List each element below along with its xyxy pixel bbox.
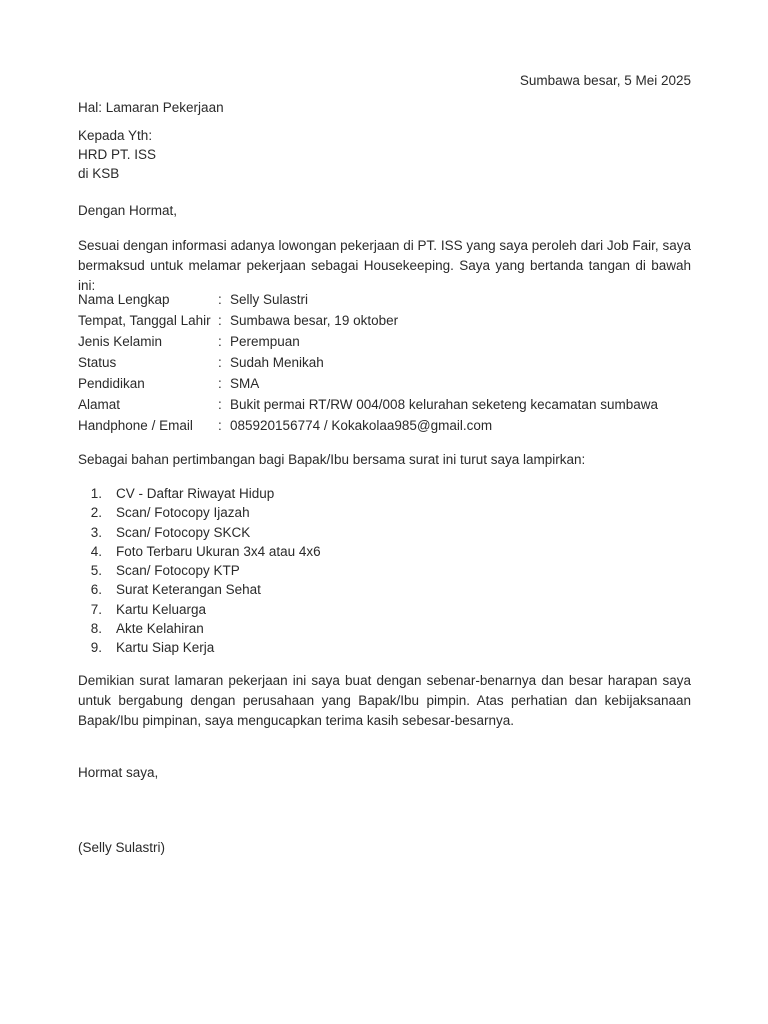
- detail-label: Handphone / Email: [78, 418, 193, 433]
- list-item: [78, 600, 321, 619]
- list-text: Scan/ Fotocopy SKCK: [116, 524, 251, 540]
- letter-page: [78, 0, 691, 1024]
- detail-separator: :: [218, 334, 222, 349]
- list-item: [78, 523, 321, 542]
- detail-separator: :: [218, 418, 222, 433]
- detail-row: [78, 394, 658, 415]
- list-item: [78, 561, 321, 580]
- list-item: [78, 503, 321, 522]
- detail-row: [78, 331, 658, 352]
- list-number: 7.: [90, 601, 102, 617]
- salutation: Dengan Hormat,: [78, 203, 178, 218]
- closing-paragraph: Demikian surat lamaran pekerjaan ini saya buat dengan sebenar-benarnya dan besar harapan saya untuk bergabung dengan perusahaan yang Bapak/Ibu pimpin. Atas perhatian dan kebijaksanaan Bapak/Ibu pimpinan, saya mengucapkan terima kasih sebesar-besarnya.: [78, 673, 691, 728]
- detail-value: Selly Sulastri: [230, 292, 309, 307]
- list-number: 5.: [90, 563, 102, 579]
- list-text: Scan/ Fotocopy Ijazah: [116, 505, 250, 521]
- signature-name: (Selly Sulastri): [78, 840, 166, 855]
- recipient-location: di KSB: [78, 166, 120, 181]
- detail-label: Status: [78, 355, 117, 370]
- list-number: 2.: [90, 505, 102, 521]
- detail-label: Alamat: [78, 397, 121, 412]
- list-text: Surat Keterangan Sehat: [116, 582, 261, 598]
- list-number: 9.: [90, 640, 102, 656]
- recipient-line: Kepada Yth:: [78, 128, 153, 143]
- list-number: 8.: [90, 621, 102, 637]
- list-text: Foto Terbaru Ukuran 3x4 atau 4x6: [116, 543, 321, 559]
- detail-value: Bukit permai RT/RW 004/008 kelurahan seketeng kecamatan sumbawa: [230, 397, 658, 412]
- detail-value: Sumbawa besar, 19 oktober: [230, 313, 399, 328]
- detail-separator: :: [218, 397, 222, 412]
- letter-subject: Hal: Lamaran Pekerjaan: [78, 100, 224, 115]
- detail-label: Jenis Kelamin: [78, 334, 163, 349]
- detail-label: Pendidikan: [78, 376, 145, 391]
- list-item: [78, 619, 321, 638]
- list-text: Akte Kelahiran: [116, 621, 204, 637]
- list-number: 1.: [90, 486, 102, 501]
- opening-paragraph: Sesuai dengan informasi adanya lowongan pekerjaan di PT. ISS yang saya peroleh dari Job Fair, saya bermaksud untuk melamar pekerjaan sebagai Housekeeping. Saya yang bertanda tangan di bawah ini:: [78, 238, 691, 293]
- list-text: Scan/ Fotocopy KTP: [116, 563, 240, 579]
- detail-row: [78, 289, 658, 310]
- list-item: [78, 638, 321, 657]
- attachments-list: [78, 484, 321, 658]
- detail-label: Tempat, Tanggal Lahir: [78, 313, 211, 328]
- recipient-block: [78, 126, 156, 183]
- list-text: Kartu Keluarga: [116, 601, 207, 617]
- detail-separator: :: [218, 292, 222, 307]
- regards: Hormat saya,: [78, 765, 159, 780]
- detail-label: Nama Lengkap: [78, 292, 170, 307]
- detail-value: Perempuan: [230, 334, 300, 349]
- detail-separator: :: [218, 313, 222, 328]
- personal-details-table: [78, 289, 658, 436]
- list-item: [78, 484, 321, 503]
- list-text: Kartu Siap Kerja: [116, 640, 215, 656]
- detail-value: SMA: [230, 376, 260, 391]
- detail-row: [78, 310, 658, 331]
- detail-separator: :: [218, 376, 222, 391]
- list-item: [78, 580, 321, 599]
- detail-row: [78, 415, 658, 436]
- list-number: 6.: [90, 582, 102, 598]
- detail-row: [78, 373, 658, 394]
- recipient-company: HRD PT. ISS: [78, 147, 157, 162]
- detail-value: 085920156774 / Kokakolaa985@gmail.com: [230, 418, 493, 433]
- detail-separator: :: [218, 355, 222, 370]
- list-item: [78, 542, 321, 561]
- detail-value: Sudah Menikah: [230, 355, 324, 370]
- list-text: CV - Daftar Riwayat Hidup: [116, 486, 275, 501]
- attachments-intro: Sebagai bahan pertimbangan bagi Bapak/Ibu bersama surat ini turut saya lampirkan:: [78, 452, 586, 467]
- place-date: Sumbawa besar, 5 Mei 2025: [519, 73, 691, 88]
- list-number: 4.: [90, 543, 102, 559]
- detail-row: [78, 352, 658, 373]
- list-number: 3.: [90, 524, 102, 540]
